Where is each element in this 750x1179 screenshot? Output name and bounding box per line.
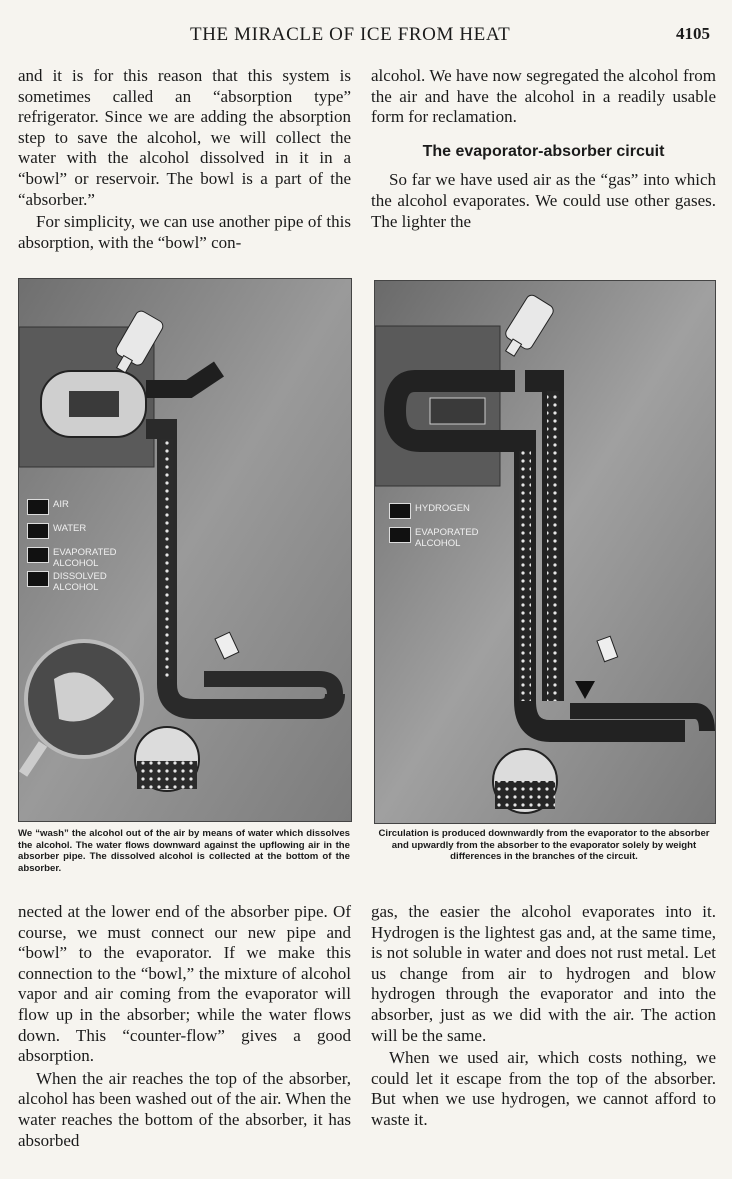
- page-number: 4105: [676, 24, 710, 43]
- paragraph: When we used air, which costs nothing, we could let it escape from the top of the absorber. But when we use hydrogen, we cannot afford to waste it.: [371, 1048, 716, 1129]
- circuit-diagram: [375, 281, 715, 823]
- left-column-bottom: [18, 902, 351, 1153]
- section-heading: The evaporator-absorber circuit: [422, 142, 665, 160]
- circuit-illustration: HYDROGEN EVAPORATED ALCOHOL: [374, 280, 716, 824]
- paragraph: For simplicity, we can use another pipe of this absorption, with the “bowl” con-: [18, 212, 351, 252]
- evaporated-alcohol-swatch: [27, 547, 49, 563]
- figure-caption-left: We “wash” the alcohol out of the air by means of water which dissolves the alcohol. The water flows downward against the upflowing air in the absorber pipe. The dissolved alcohol is collected at the bottom of the absorber.: [18, 828, 350, 874]
- right-column-top: [371, 66, 716, 234]
- paragraph: When the air reaches the top of the absorber, alcohol has been washed out of the air. When the water reaches the bottom of the absorber, it has absorbed: [18, 1068, 351, 1150]
- right-column-bottom: [371, 902, 716, 1133]
- paragraph: nected at the lower end of the absorber pipe. Of course, we must connect our new pipe and “bowl” to the evaporator. If we make this connection to the “bowl,” the mixture of alcohol vapor and air coming from the evaporator will flow up in the absorber; while the water flows down. This “counter-flow” gives a good absorption.: [18, 902, 351, 1066]
- running-title: THE MIRACLE OF ICE FROM HEAT: [190, 24, 511, 45]
- paragraph: gas, the easier the alcohol evaporates into it. Hydrogen is the lightest gas and, at the same time, is not soluble in water and does not rust metal. Let us change from air to hydrogen and blow hydrogen through the evaporator and into the absorber, just as we did with the air. The action will be the same.: [371, 902, 716, 1045]
- left-column-top: [18, 66, 351, 255]
- dissolved-alcohol-swatch: [27, 571, 49, 587]
- paragraph: alcohol. We have now segregated the alcohol from the air and have the alcohol in a readily usable form for reclamation.: [371, 66, 716, 127]
- air-swatch: [27, 499, 49, 515]
- figure-caption-right: Circulation is produced downwardly from the evaporator to the absorber and upwardly from the absorber to the evaporator solely by weight differences in the branches of the circuit.: [378, 828, 710, 862]
- paragraph: So far we have used air as the “gas” into which the alcohol evaporates. We could use other gases. The lighter the: [371, 170, 716, 231]
- hydrogen-swatch: [389, 503, 411, 519]
- running-header: [0, 22, 732, 50]
- paragraph: and it is for this reason that this system is sometimes called an “absorption type” refrigerator. Since we are adding the absorption step to save the alcohol, we will collect the water with the alcohol dissolved in it in a “bowl” or reservoir. The bowl is a part of the “absorber.”: [18, 66, 351, 209]
- evaporated-alcohol-swatch: [389, 527, 411, 543]
- water-swatch: [27, 523, 49, 539]
- absorber-illustration: AIR WATER EVAPORATED ALCOHOL DISSOLVED ALCOHOL: [18, 278, 352, 822]
